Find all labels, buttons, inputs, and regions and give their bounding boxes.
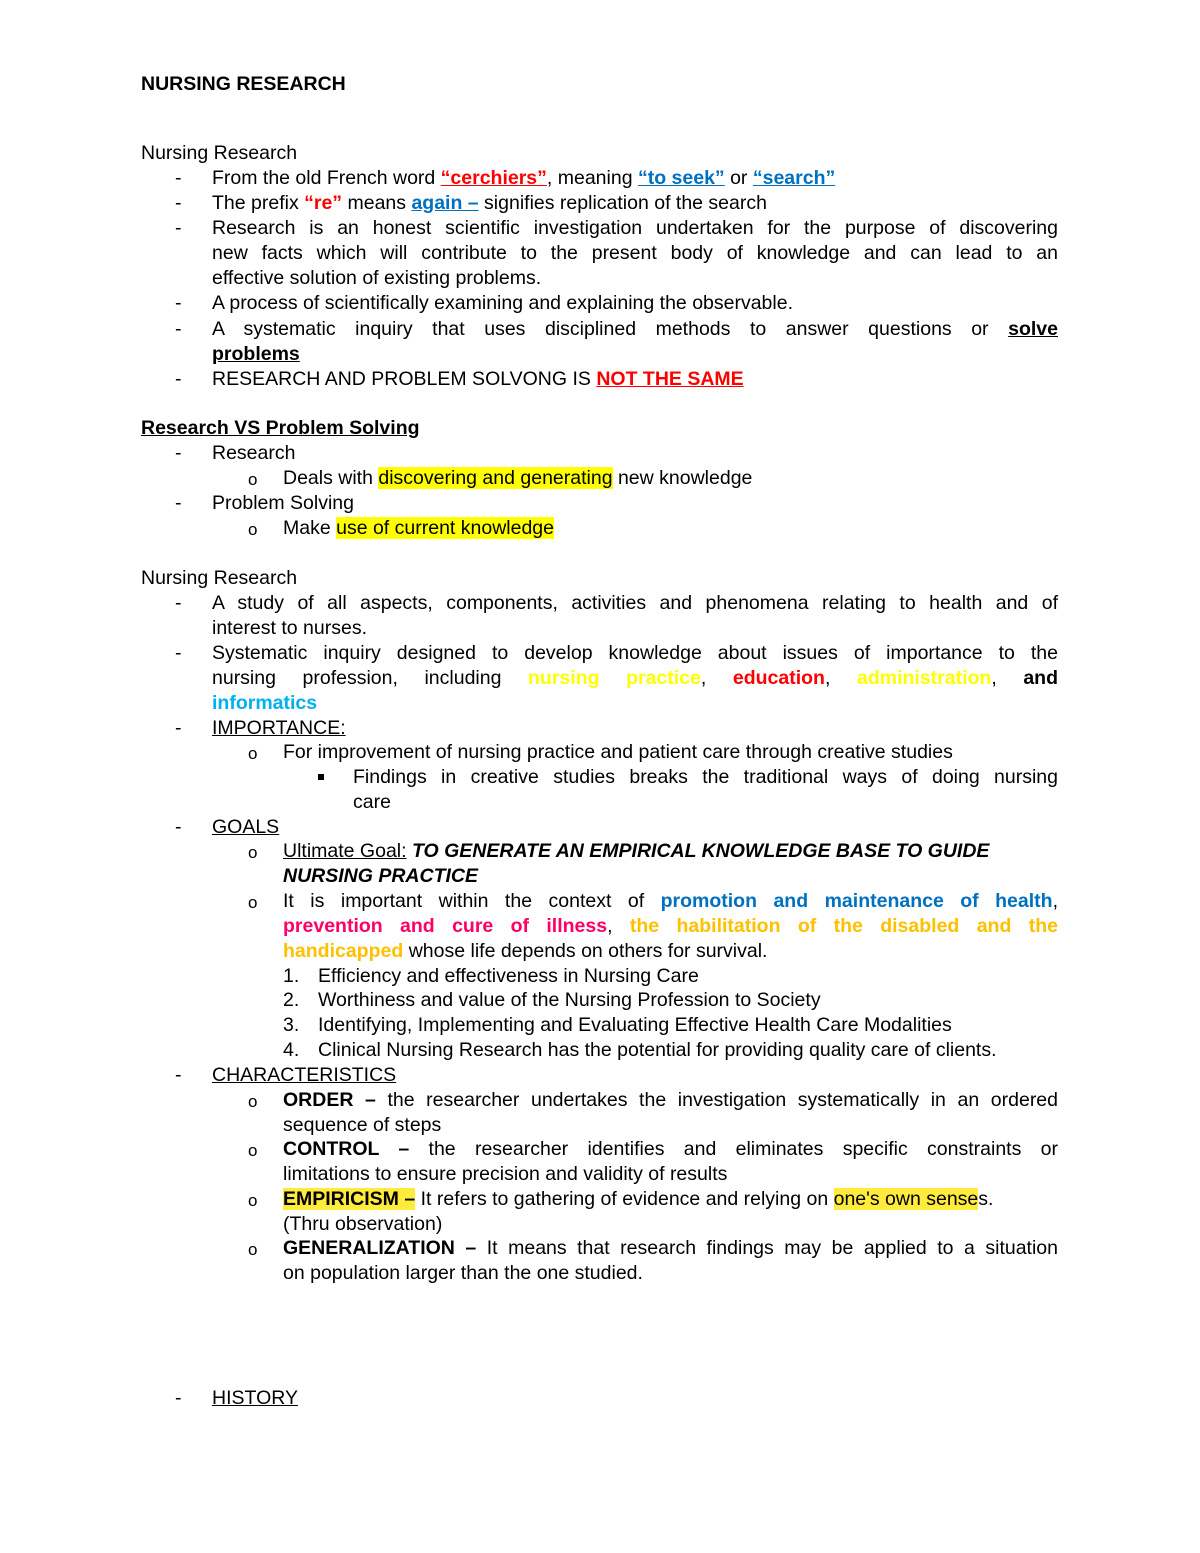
- bullet-circle: o: [248, 893, 258, 912]
- char-empiricism-line-2: (Thru observation): [283, 1213, 443, 1235]
- bullet-circle: o: [248, 520, 258, 539]
- s1-bullet-3-line-2: new facts which will contribute to the present body of knowledge and can lead to an: [212, 242, 1058, 264]
- bullet-circle: o: [248, 1141, 258, 1160]
- importance-label: IMPORTANCE:: [212, 717, 346, 739]
- char-order-line-1: ORDER – the researcher undertakes the investigation systematically in an ordered: [283, 1089, 1058, 1111]
- goals-context-line-1: It is important within the context of promotion and maintenance of health,: [283, 890, 1058, 912]
- s1-bullet-3-line-3: effective solution of existing problems.: [212, 267, 542, 289]
- char-control-line-1: CONTROL – the researcher identifies and eliminates specific constraints or: [283, 1138, 1058, 1160]
- bullet-dash: -: [175, 816, 182, 838]
- s2-research: Research: [212, 442, 296, 464]
- bullet-dash: -: [175, 592, 182, 614]
- goals-label: GOALS: [212, 816, 280, 838]
- bullet-circle: o: [248, 1191, 258, 1210]
- s1-bullet-1: From the old French word “cerchiers”, meaning “to seek” or “search”: [212, 167, 836, 189]
- importance-sub-line-2: care: [353, 791, 391, 813]
- goals-ultimate-line-1: Ultimate Goal: TO GENERATE AN EMPIRICAL KNOWLEDGE BASE TO GUIDE: [283, 840, 990, 862]
- s1-bullet-6: RESEARCH AND PROBLEM SOLVONG IS NOT THE SAME: [212, 368, 744, 390]
- s1-bullet-2: The prefix “re” means again – signifies replication of the search: [212, 192, 767, 214]
- bullet-circle: o: [248, 744, 258, 763]
- section-heading-research-vs-problem-solving: Research VS Problem Solving: [141, 417, 420, 439]
- list-number: 2.: [283, 989, 300, 1011]
- goals-list-item: Worthiness and value of the Nursing Profession to Society: [318, 989, 821, 1011]
- s3-bullet-2-line-2: nursing profession, including nursing practice, education, administration, and: [212, 667, 1058, 689]
- bullet-dash: -: [175, 492, 182, 514]
- characteristics-label: CHARACTERISTICS: [212, 1064, 397, 1086]
- bullet-dash: -: [175, 717, 182, 739]
- s3-bullet-1-line-2: interest to nurses.: [212, 617, 367, 639]
- bullet-circle: o: [248, 1092, 258, 1111]
- s2-problem-solving-sub: Make use of current knowledge: [283, 517, 554, 539]
- bullet-dash: -: [175, 1064, 182, 1086]
- goals-ultimate-line-2: NURSING PRACTICE: [283, 865, 479, 887]
- bullet-dash: -: [175, 167, 182, 189]
- list-number: 4.: [283, 1039, 300, 1061]
- bullet-square: [318, 774, 324, 780]
- bullet-dash: -: [175, 292, 182, 314]
- goals-context-line-2: prevention and cure of illness, the habilitation of the disabled and the: [283, 915, 1058, 937]
- s2-problem-solving: Problem Solving: [212, 492, 354, 514]
- goals-context-line-3: handicapped whose life depends on others for survival.: [283, 940, 768, 962]
- s1-bullet-4: A process of scientifically examining and explaining the observable.: [212, 292, 794, 314]
- section-heading-nursing-research-2: Nursing Research: [141, 567, 298, 589]
- bullet-dash: -: [175, 442, 182, 464]
- bullet-dash: -: [175, 217, 182, 239]
- bullet-dash: -: [175, 1387, 182, 1409]
- char-control-line-2: limitations to ensure precision and validity of results: [283, 1163, 728, 1185]
- s2-research-sub: Deals with discovering and generating new knowledge: [283, 467, 753, 489]
- s3-bullet-2-line-1: Systematic inquiry designed to develop knowledge about issues of importance to the: [212, 642, 1058, 664]
- goals-list-item: Efficiency and effectiveness in Nursing Care: [318, 965, 699, 987]
- list-number: 1.: [283, 965, 300, 987]
- s1-bullet-5-line-2: problems: [212, 343, 300, 365]
- bullet-circle: o: [248, 843, 258, 862]
- list-number: 3.: [283, 1014, 300, 1036]
- bullet-dash: -: [175, 642, 182, 664]
- goals-list-item: Clinical Nursing Research has the potential for providing quality care of clients.: [318, 1039, 997, 1061]
- bullet-dash: -: [175, 368, 182, 390]
- bullet-circle: o: [248, 470, 258, 489]
- bullet-dash: -: [175, 318, 182, 340]
- char-generalization-line-2: on population larger than the one studied.: [283, 1262, 643, 1284]
- importance-sub-line-1: Findings in creative studies breaks the traditional ways of doing nursing: [353, 766, 1058, 788]
- goals-list-item: Identifying, Implementing and Evaluating Effective Health Care Modalities: [318, 1014, 952, 1036]
- char-generalization-line-1: GENERALIZATION – It means that research findings may be applied to a situation: [283, 1237, 1058, 1259]
- char-empiricism-line-1: EMPIRICISM – It refers to gathering of evidence and relying on one's own senses.: [283, 1188, 994, 1210]
- bullet-circle: o: [248, 1240, 258, 1259]
- bullet-dash: -: [175, 192, 182, 214]
- history-label: HISTORY: [212, 1387, 298, 1409]
- char-order-line-2: sequence of steps: [283, 1114, 442, 1136]
- s1-bullet-5-line-1: A systematic inquiry that uses disciplined methods to answer questions or solve: [212, 318, 1058, 340]
- s3-bullet-1-line-1: A study of all aspects, components, activities and phenomena relating to health and of: [212, 592, 1058, 614]
- s3-bullet-2-line-3: informatics: [212, 692, 318, 714]
- s1-bullet-3-line-1: Research is an honest scientific investigation undertaken for the purpose of discovering: [212, 217, 1058, 239]
- importance-item-1: For improvement of nursing practice and patient care through creative studies: [283, 741, 953, 763]
- section-heading-nursing-research: Nursing Research: [141, 142, 298, 164]
- page-title: NURSING RESEARCH: [141, 73, 346, 95]
